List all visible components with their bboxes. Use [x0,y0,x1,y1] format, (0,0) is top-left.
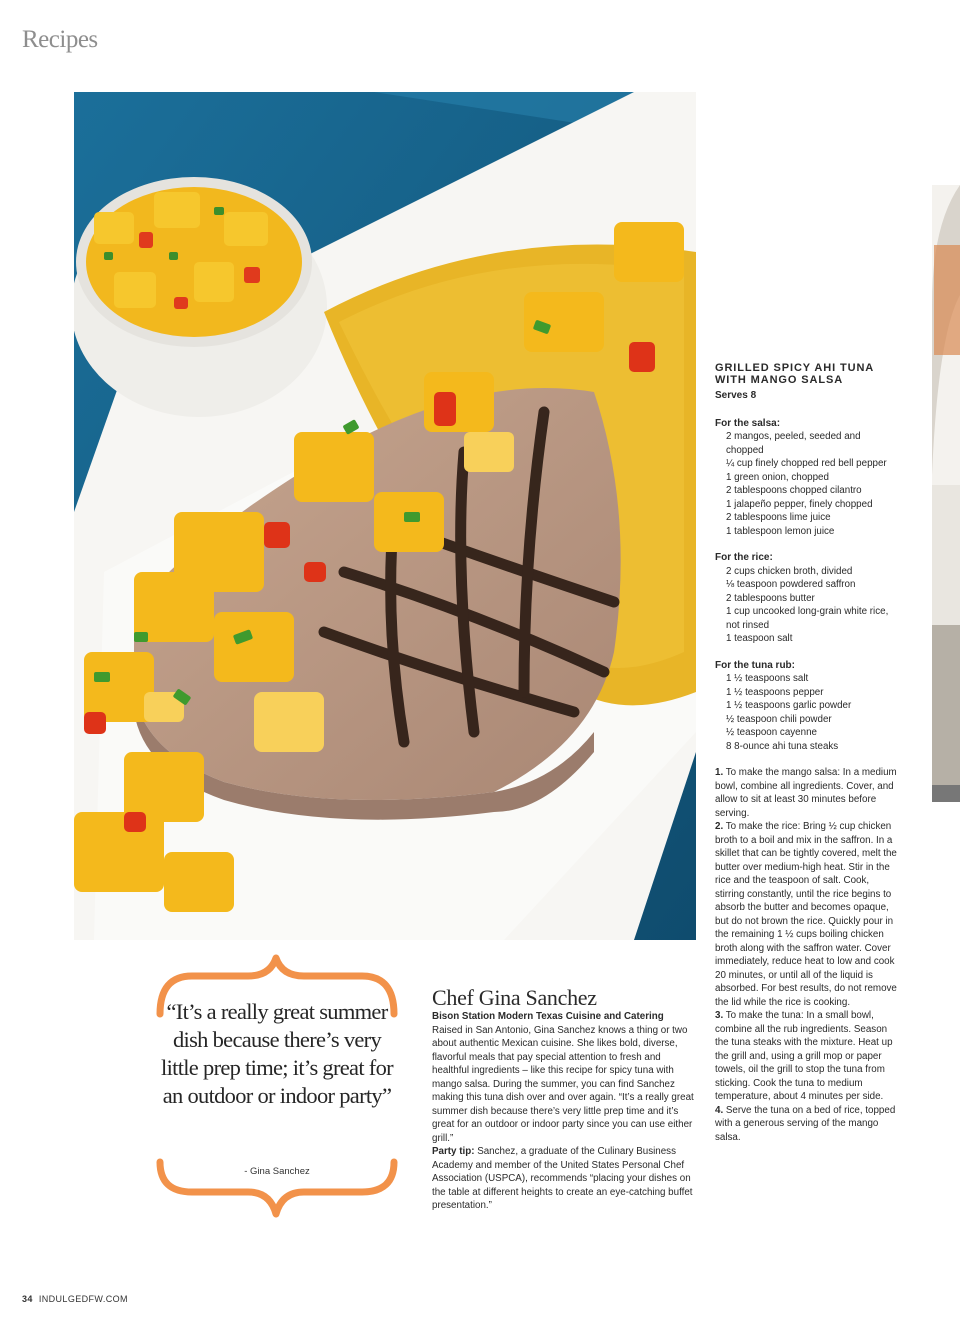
step [715,1104,900,1145]
ingredient: ½ teaspoon cayenne [726,727,817,738]
section-label: Recipes [22,26,98,53]
rice-heading: For the rice: [715,552,773,563]
step-number: 4. [715,1104,724,1116]
step-text: To make the rice: Bring ½ cup chicken broth to a boil and mix in the saffron. In a skillet that can be tightly covered, melt the butter over medium-high heat. Stir in the rice and the teaspoon of salt. Cook, stirring constantly, until the rice begins to absorb the butter and becomes opaque, but do not brown the rice. Quickly pour in the remaining 1 ½ cups boiling chicken broth along with the saffron water. Cover immediately, reduce heat to low and cook 20 minutes, or until all of the liquid is absorbed. For best results, do not remove the lid while the rice is cooking. [715,821,897,1008]
main-photo [74,92,696,940]
ingredient: 1 cup uncooked long-grain white rice, not rinsed [726,606,889,631]
ingredient: 2 cups chicken broth, divided [726,565,853,577]
ingredient: ½ teaspoon chili powder [726,713,832,725]
rub-ingredients [715,672,900,753]
page-number: 34 [22,1294,33,1304]
step-text: To make the mango salsa: In a medium bowl, combine all ingredients. Cover, and allow to sit at least 30 minutes before serving. [715,767,897,819]
party-tip-text: Sanchez, a graduate of the Culinary Business Academy and member of the United States Personal Chef Association (USPCA), recommends “placing your dishes on the table at different heights to create an eye-catching buffet presentation.” [432,1146,693,1211]
ingredient: 1 ½ teaspoons salt [726,673,809,684]
ingredient: 1 green onion, chopped [726,471,829,483]
chef-affiliation: Bison Station Modern Texas Cuisine and Catering [432,1011,664,1022]
page-footer [22,1294,128,1304]
step-text: To make the tuna: In a small bowl, combine all the rub ingredients. Season the tuna steaks with the mixture. Heat up the grill and, using a grill mop or paper towels, oil the grill to stop the tuna from sticking. Cook the tuna to medium temperature, about 4 minutes per side. [715,1010,893,1102]
edge-photo [932,185,960,802]
ingredient: ¼ cup finely chopped red bell pepper [726,458,887,469]
step-text: Serve the tuna on a bed of rice, topped with a generous serving of the mango salsa. [715,1104,896,1143]
recipe-title [715,362,900,386]
party-tip [432,1145,694,1213]
step-number: 3. [715,1010,724,1021]
recipe-steps [715,766,900,1144]
step-number: 1. [715,767,724,778]
ingredient: ⅛ teaspoon powdered saffron [726,579,856,590]
step [715,766,900,820]
ingredient: 1 jalapeño pepper, finely chopped [726,498,873,510]
quote-text: “It’s a really great summer dish because there’s very little prep time; it’s great for an outdoor or indoor party” [161,999,393,1108]
ingredient: 1 ½ teaspoons garlic powder [726,700,852,711]
chef-bio [432,986,694,1213]
step [715,1009,900,1104]
ingredient: 2 tablespoons chopped cilantro [726,485,862,496]
ingredient: 1 ½ teaspoons pepper [726,686,824,698]
quote-attribution: - Gina Sanchez [244,1166,310,1177]
ingredient: 2 mangos, peeled, seeded and chopped [726,431,861,456]
ingredient: 2 tablespoons butter [726,592,815,604]
step [715,820,900,1009]
recipe-title-line-2: WITH MANGO SALSA [715,374,844,386]
ingredient: 2 tablespoons lime juice [726,512,831,523]
recipe-title-line-1: GRILLED SPICY AHI TUNA [715,362,875,374]
chef-name: Chef Gina Sanchez [432,985,597,1010]
ingredient: 1 teaspoon salt [726,633,793,644]
salsa-ingredients [715,430,900,538]
rub-heading: For the tuna rub: [715,659,795,671]
step-number: 2. [715,821,724,832]
footer-site: INDULGEDFW.COM [38,1294,128,1304]
party-tip-label: Party tip: [432,1146,475,1157]
rice-ingredients [715,565,900,646]
ingredient: 1 tablespoon lemon juice [726,525,835,537]
salsa-heading: For the salsa: [715,417,781,429]
pull-quote [152,952,402,1220]
recipe-column [715,362,900,1144]
ingredient: 8 8-ounce ahi tuna steaks [726,740,839,752]
bio-paragraph: Raised in San Antonio, Gina Sanchez knows a thing or two about authentic Mexican cuisine. She likes bold, diverse, flavorful meals that pay special attention to fresh and healthful ingredients – like this recipe for spicy tuna with mango salsa. During the summer, you can find Sanchez making this tuna dish over and over again. “It’s a really great summer dish because there’s very little prep time and it’s great for an outdoor or indoor party since you can use either grill.” [432,1024,694,1144]
recipe-serves: Serves 8 [715,390,757,401]
